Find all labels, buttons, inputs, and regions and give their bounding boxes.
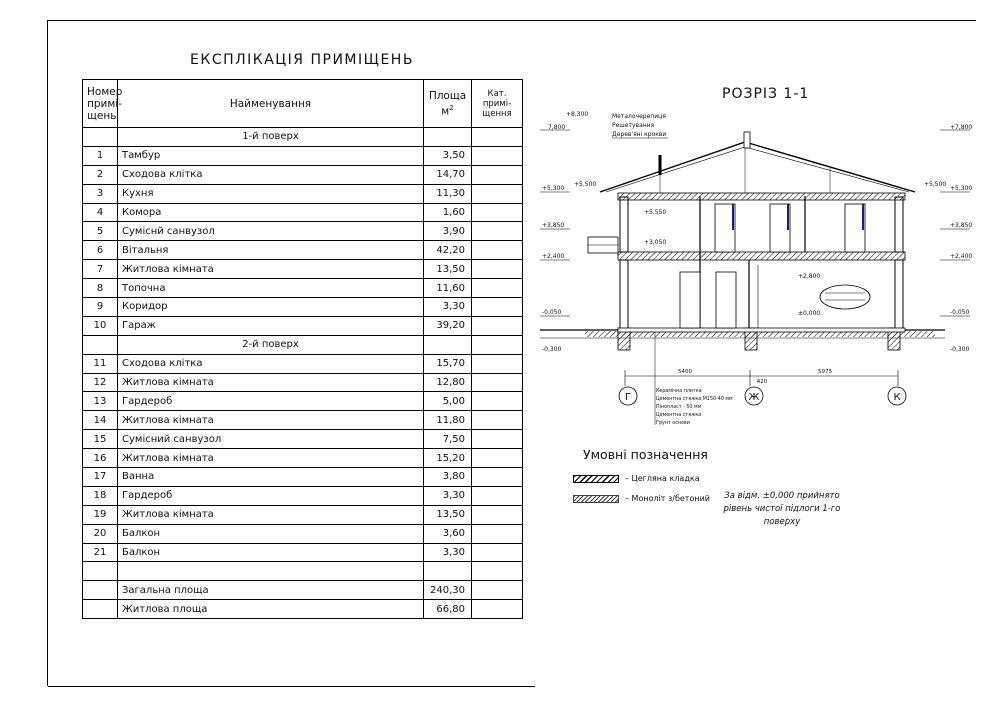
room-number: 2 [83, 165, 118, 184]
room-area: 3,50 [424, 146, 472, 165]
room-name: Гардероб [118, 486, 424, 505]
roof-outline [600, 142, 915, 192]
room-category [472, 524, 523, 543]
room-area: 13,50 [424, 260, 472, 279]
room-name: Коридор [118, 298, 424, 317]
blank-row [83, 562, 523, 581]
room-number: 15 [83, 430, 118, 449]
slab-floor2 [618, 252, 905, 260]
total-area-label: Загальна площа [118, 581, 424, 600]
table-row [83, 316, 523, 335]
room-name: Комора [118, 203, 424, 222]
header-area: Площа $м^2$ [424, 80, 472, 128]
table-row [83, 222, 523, 241]
svg-text:+2,400: +2,400 [950, 253, 973, 260]
table-row [83, 279, 523, 298]
svg-text:Цементна стяжка М150-40 мм: Цементна стяжка М150-40 мм [656, 397, 733, 402]
axis-label-G: Г [624, 392, 632, 403]
room-name: Вітальня [118, 241, 424, 260]
room-category [472, 505, 523, 524]
brick-swatch [573, 475, 619, 483]
legend-monolith-label: – Моноліт з/бетоний [625, 494, 710, 503]
svg-text:Керамічна плитка: Керамічна плитка [656, 389, 702, 394]
room-name: Сходова клітка [118, 354, 424, 373]
axis-label-Zh: Ж [748, 392, 760, 403]
room-number: 17 [83, 468, 118, 487]
legend-monolith [573, 494, 710, 503]
table-row [83, 241, 523, 260]
room-area: 14,70 [424, 165, 472, 184]
room-area: 11,30 [424, 184, 472, 203]
table-row [83, 468, 523, 487]
living-area-label: Житлова площа [118, 600, 424, 619]
room-name: Житлова кімната [118, 505, 424, 524]
room-category [472, 203, 523, 222]
table-row [83, 411, 523, 430]
level-marks-right [924, 124, 972, 353]
level-marks-left [542, 111, 596, 353]
frame-top-line [48, 20, 976, 21]
svg-text:+5,500: +5,500 [574, 181, 597, 188]
dim-420: 420 [756, 379, 768, 385]
slab-floor1 [618, 328, 905, 332]
room-number: 6 [83, 241, 118, 260]
svg-text:+5,500: +5,500 [924, 181, 947, 188]
explication-table [82, 79, 523, 619]
room-category [472, 543, 523, 562]
section-drawing [530, 100, 978, 430]
floor-heading: 2-й поверх [118, 335, 424, 354]
dim-5975: 5975 [818, 369, 832, 375]
room-area: 3,90 [424, 222, 472, 241]
door-4 [680, 272, 700, 328]
room-category [472, 298, 523, 317]
room-number: 12 [83, 373, 118, 392]
room-number: 20 [83, 524, 118, 543]
table-row [83, 260, 523, 279]
svg-text:+7,800: +7,800 [950, 124, 973, 131]
total-area-row [83, 581, 523, 600]
room-category [472, 411, 523, 430]
table-row [83, 165, 523, 184]
room-category [472, 316, 523, 335]
svg-text:+2,400: +2,400 [542, 253, 565, 260]
room-category [472, 146, 523, 165]
table-row [83, 146, 523, 165]
table-row [83, 449, 523, 468]
room-name: Кухня [118, 184, 424, 203]
svg-text:+3,850: +3,850 [950, 222, 973, 229]
room-category [472, 392, 523, 411]
living-area-value: 66,80 [424, 600, 472, 619]
svg-text:+8,300: +8,300 [566, 111, 589, 118]
room-number: 4 [83, 203, 118, 222]
room-category [472, 279, 523, 298]
room-category [472, 468, 523, 487]
living-area-row [83, 600, 523, 619]
svg-text:+5,550: +5,550 [644, 209, 667, 216]
floor-heading: 1-й поверх [118, 128, 424, 147]
legend-title: Умовні позначення [583, 447, 708, 462]
explication-title: ЕКСПЛІКАЦІЯ ПРИМІЩЕНЬ [190, 52, 414, 68]
room-area: 1,60 [424, 203, 472, 222]
frame-bottom-line [48, 686, 535, 687]
level-note: За відм. ±0,000 прийнято рівень чистої підлоги 1-го поверху [723, 491, 841, 527]
roof-note-3: Дерев'яні крокви [612, 131, 667, 138]
room-area: 11,80 [424, 411, 472, 430]
room-area: 15,20 [424, 449, 472, 468]
brick-patch [820, 285, 870, 309]
frame-left-line [47, 20, 48, 686]
floor-note [656, 388, 733, 426]
floor-heading-row [83, 335, 523, 354]
table-row [83, 203, 523, 222]
room-name: Житлова кімната [118, 449, 424, 468]
table-row [83, 354, 523, 373]
room-category [472, 373, 523, 392]
room-area: 12,80 [424, 373, 472, 392]
room-name: Тамбур [118, 146, 424, 165]
room-name: Балкон [118, 543, 424, 562]
header-name: Найменування [118, 80, 424, 128]
room-number: 7 [83, 260, 118, 279]
room-number: 14 [83, 411, 118, 430]
door-5 [716, 272, 736, 328]
table-row [83, 486, 523, 505]
svg-text:Цементна стяжка: Цементна стяжка [656, 413, 702, 418]
room-name: Ванна [118, 468, 424, 487]
room-number: 18 [83, 486, 118, 505]
table-row [83, 184, 523, 203]
room-number: 21 [83, 543, 118, 562]
svg-text:+3,050: +3,050 [644, 239, 667, 246]
svg-text:-0,300: -0,300 [542, 346, 562, 353]
room-area: 7,50 [424, 430, 472, 449]
room-name: Гараж [118, 316, 424, 335]
room-area: 15,70 [424, 354, 472, 373]
monolith-swatch [573, 495, 619, 503]
room-category [472, 430, 523, 449]
room-number: 19 [83, 505, 118, 524]
room-name: Сумісний санвузол [118, 430, 424, 449]
total-area-value: 240,30 [424, 581, 472, 600]
room-name: Сходова клітка [118, 165, 424, 184]
room-name: Суміснй санвузол [118, 222, 424, 241]
room-name: Гардероб [118, 392, 424, 411]
table-row [83, 505, 523, 524]
roof-note-2: Решетування [612, 122, 655, 129]
floor-heading-row [83, 128, 523, 147]
room-name: Житлова кімната [118, 260, 424, 279]
svg-text:-0,300: -0,300 [950, 346, 970, 353]
svg-text:+5,300: +5,300 [542, 185, 565, 192]
svg-text:+3,850: +3,850 [542, 222, 565, 229]
axis-label-K: К [893, 392, 901, 403]
table-row [83, 430, 523, 449]
room-number: 16 [83, 449, 118, 468]
chimney [744, 132, 750, 148]
svg-text:Пінопласт - 50 мм: Пінопласт - 50 мм [656, 405, 702, 410]
table-row [83, 373, 523, 392]
roof-note-1: Металочерепиця [612, 113, 666, 120]
room-number: 10 [83, 316, 118, 335]
legend-brick-label: – Цегляна кладка [625, 474, 700, 483]
table-header-row [83, 80, 523, 128]
room-number: 9 [83, 298, 118, 317]
table-row [83, 543, 523, 562]
room-area: 3,30 [424, 486, 472, 505]
room-category [472, 184, 523, 203]
room-category [472, 260, 523, 279]
room-name: Житлова кімната [118, 411, 424, 430]
room-name: Житлова кімната [118, 373, 424, 392]
room-area: 13,50 [424, 505, 472, 524]
header-category: Кат. примі- щення [472, 80, 523, 128]
room-area: 11,60 [424, 279, 472, 298]
room-name: Топочна [118, 279, 424, 298]
legend-brick [573, 474, 700, 483]
room-number: 3 [83, 184, 118, 203]
room-area: 39,20 [424, 316, 472, 335]
dim-5400: 5400 [678, 369, 692, 375]
slab-roof [618, 193, 905, 200]
room-area: 3,60 [424, 524, 472, 543]
svg-text:+5,300: +5,300 [950, 185, 973, 192]
room-number: 11 [83, 354, 118, 373]
room-name: Балкон [118, 524, 424, 543]
room-area: 3,30 [424, 298, 472, 317]
room-area: 5,00 [424, 392, 472, 411]
svg-text:Грунт основи: Грунт основи [656, 421, 690, 426]
room-number: 13 [83, 392, 118, 411]
room-area: 3,80 [424, 468, 472, 487]
section-title: РОЗРІЗ 1-1 [722, 86, 810, 102]
room-number: 5 [83, 222, 118, 241]
room-category [472, 354, 523, 373]
room-category [472, 241, 523, 260]
table-row [83, 298, 523, 317]
svg-text:-0,050: -0,050 [950, 309, 970, 316]
header-num: Номер примі- щень [83, 80, 118, 128]
svg-text:7,800: 7,800 [548, 124, 566, 131]
table-row [83, 524, 523, 543]
svg-text:-0,050: -0,050 [542, 309, 562, 316]
room-category [472, 222, 523, 241]
table-row [83, 392, 523, 411]
room-number: 1 [83, 146, 118, 165]
room-area: 42,20 [424, 241, 472, 260]
room-category [472, 165, 523, 184]
room-category [472, 486, 523, 505]
svg-text:±0,000: ±0,000 [798, 310, 821, 317]
room-category [472, 449, 523, 468]
room-number: 8 [83, 279, 118, 298]
svg-text:+2,800: +2,800 [798, 273, 821, 280]
room-area: 3,30 [424, 543, 472, 562]
